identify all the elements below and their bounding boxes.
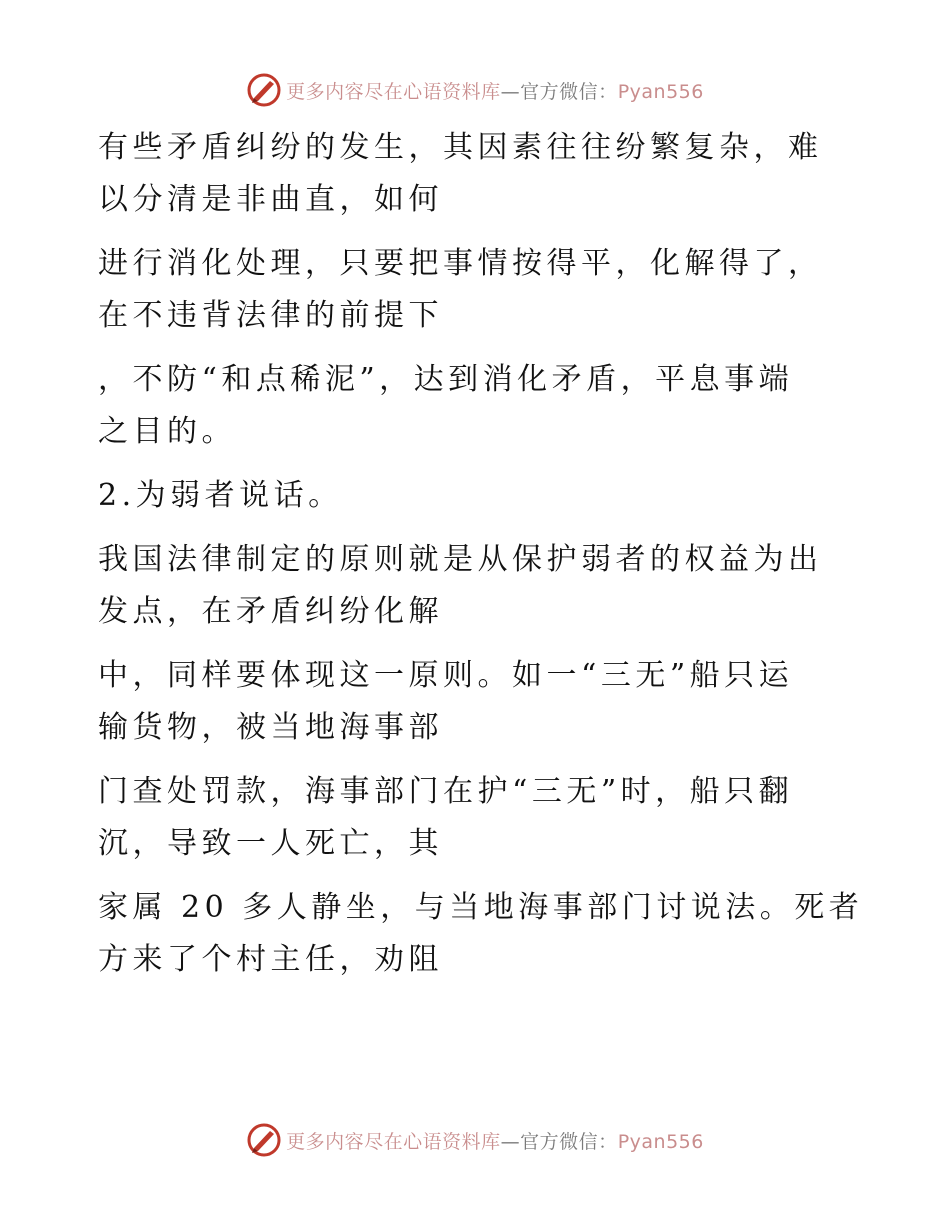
paragraph-line: 沉，导致一人死亡，其 [98, 826, 443, 861]
watermark-dash: — [500, 80, 521, 103]
paragraph-line: 2.为弱者说话。 [98, 478, 343, 513]
pen-logo-icon [246, 72, 282, 108]
watermark-account: Pyan556 [617, 1130, 704, 1153]
paragraph-line: 门查处罚款，海事部门在护“三无”时，船只翻 [98, 774, 794, 809]
footer-watermark [0, 1120, 950, 1160]
document-body [98, 122, 864, 998]
paragraph-line: 有些矛盾纠纷的发生，其因素往往纷繁复杂，难 [98, 130, 823, 165]
header-watermark [0, 70, 950, 110]
watermark-site: 更多内容尽在心语资料库 [286, 80, 501, 103]
paragraph-line: 以分清是非曲直，如何 [98, 182, 443, 217]
watermark-account: Pyan556 [617, 80, 704, 103]
paragraph-line: 在不违背法律的前提下 [98, 298, 443, 333]
paragraph [98, 650, 828, 754]
watermark-text [286, 1127, 704, 1154]
paragraph-line: 输货物，被当地海事部 [98, 710, 443, 745]
paragraph-line: ，不防“和点稀泥”，达到消化矛盾，平息事端 [98, 362, 794, 397]
paragraph-line: 发点，在矛盾纠纷化解 [98, 594, 443, 629]
section-heading [98, 470, 828, 522]
paragraph-line: 进行消化处理，只要把事情按得平，化解得了， [98, 246, 823, 281]
paragraph [98, 354, 828, 458]
paragraph-line: 方来了个村主任，劝阻 [98, 942, 443, 977]
watermark-wechat-label: 官方微信： [520, 1130, 618, 1153]
paragraph [98, 122, 828, 226]
watermark-wechat-label: 官方微信： [520, 80, 618, 103]
paragraph [98, 766, 828, 870]
pen-logo-icon [246, 1122, 282, 1158]
paragraph-line: 中，同样要体现这一原则。如一“三无”船只运 [98, 658, 794, 693]
paragraph-line: 之目的。 [98, 414, 236, 449]
paragraph-line: 家属 20 多人静坐，与当地海事部门讨说法。死者 [98, 890, 864, 925]
paragraph [98, 882, 864, 986]
paragraph [98, 534, 828, 638]
watermark-site: 更多内容尽在心语资料库 [286, 1130, 501, 1153]
watermark-text [286, 77, 704, 104]
paragraph-line: 我国法律制定的原则就是从保护弱者的权益为出 [98, 542, 823, 577]
watermark-dash: — [500, 1130, 521, 1153]
paragraph [98, 238, 828, 342]
